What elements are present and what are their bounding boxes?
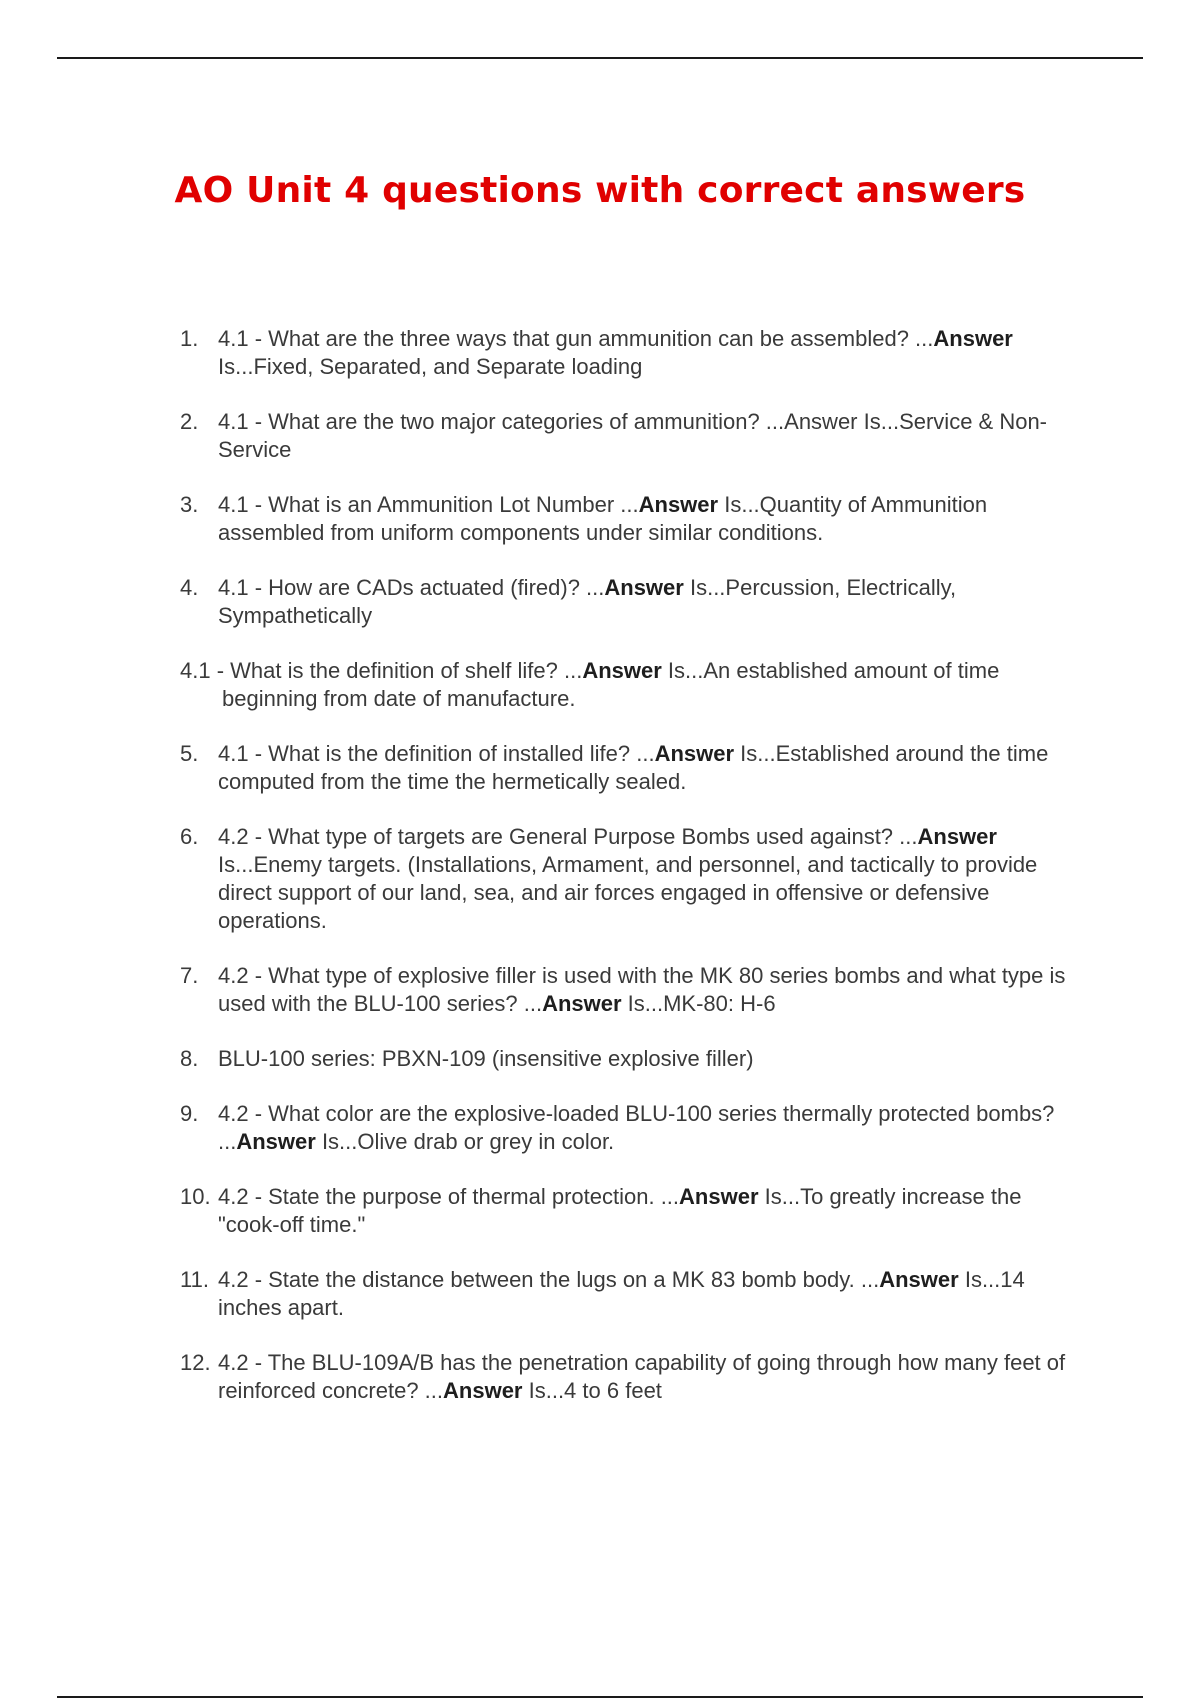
answer-label: Answer xyxy=(679,1184,759,1209)
answer-label: Answer xyxy=(604,575,684,600)
answer-text: Is...Quantity of Ammunition assembled from uniform components under similar conditions. xyxy=(218,492,988,545)
item-number: 3. xyxy=(180,492,199,517)
document-title: AO Unit 4 questions with correct answers xyxy=(174,170,1026,211)
answer-label: Answer xyxy=(879,1267,959,1292)
question-text: 4.1 - What are the two major categories of ammunition? ...Answer Is...Service & Non-Service xyxy=(218,409,1048,462)
item-number: 7. xyxy=(180,963,199,988)
question-text: 4.2 - What type of targets are General Purpose Bombs used against? ... xyxy=(218,824,918,849)
question-text: 4.1 - How are CADs actuated (fired)? ... xyxy=(218,575,605,600)
list-item xyxy=(180,1100,1085,1156)
list-item xyxy=(180,823,1085,935)
list-item xyxy=(180,1349,1085,1405)
item-number: 2. xyxy=(180,409,199,434)
answer-label: Answer xyxy=(654,741,735,766)
answer-text: Is...To greatly increase the "cook-off time." xyxy=(218,1184,1022,1237)
item-number: 12. xyxy=(180,1350,211,1375)
list-item xyxy=(180,1183,1085,1239)
item-number: 11. xyxy=(180,1267,209,1292)
list-item xyxy=(180,491,1085,547)
answer-label: Answer xyxy=(443,1378,523,1403)
item-number: 6. xyxy=(180,824,199,849)
item-text xyxy=(218,1349,1085,1405)
list-item xyxy=(180,325,1085,381)
list-item xyxy=(180,408,1085,464)
list-item xyxy=(180,1045,1085,1073)
bottom-rule xyxy=(57,1696,1143,1698)
question-text: 4.2 - The BLU-109A/B has the penetration capability of going through how many feet of reinforced concrete? ... xyxy=(218,1350,1066,1403)
question-text: 4.1 - What is an Ammunition Lot Number ... xyxy=(218,492,639,517)
item-number: 9. xyxy=(180,1101,199,1126)
item-number: 1. xyxy=(180,326,199,351)
item-text xyxy=(218,325,1085,381)
item-text xyxy=(218,1183,1085,1239)
item-text xyxy=(218,1100,1085,1156)
item-text xyxy=(218,574,1085,630)
question-text: BLU-100 series: PBXN-109 (insensitive explosive filler) xyxy=(218,1046,754,1071)
item-number: 5. xyxy=(180,741,199,766)
question-text: 4.2 - State the distance between the lugs on a MK 83 bomb body. ... xyxy=(218,1267,880,1292)
item-number: 10. xyxy=(180,1184,211,1209)
question-text: 4.1 - What is the definition of shelf life? ... xyxy=(180,658,583,683)
item-text xyxy=(180,657,1085,713)
item-text xyxy=(218,408,1085,464)
answer-text: Is...14 inches apart. xyxy=(218,1267,1025,1320)
item-text xyxy=(218,740,1085,796)
question-text: 4.2 - What color are the explosive-loaded BLU-100 series thermally protected bombs? ... xyxy=(218,1101,1055,1154)
answer-text: Is...Established around the time computed from the time the hermetically sealed. xyxy=(218,741,1049,794)
answer-text: Is...MK-80: H-6 xyxy=(621,991,776,1016)
top-rule xyxy=(57,57,1143,59)
list-item xyxy=(180,574,1085,630)
item-text xyxy=(218,1045,1085,1073)
answer-label: Answer xyxy=(582,658,662,683)
item-number: 8. xyxy=(180,1046,199,1071)
item-text xyxy=(218,491,1085,547)
answer-label: Answer xyxy=(638,492,719,517)
list-item xyxy=(180,1266,1085,1322)
question-text: 4.1 - What is the definition of installed life? ... xyxy=(218,741,655,766)
answer-label: Answer xyxy=(542,991,622,1016)
question-text: 4.1 - What are the three ways that gun ammunition can be assembled? ... xyxy=(218,326,934,351)
answer-text: Is...Percussion, Electrically, Sympathetically xyxy=(218,575,957,628)
item-text xyxy=(218,823,1085,935)
list-item xyxy=(180,740,1085,796)
question-list xyxy=(180,325,1085,1432)
list-item xyxy=(180,657,1085,713)
answer-text: Is...An established amount of time beginning from date of manufacture. xyxy=(222,658,1000,711)
item-number: 4. xyxy=(180,575,199,600)
question-text: 4.2 - What type of explosive filler is used with the MK 80 series bombs and what type is used with the BLU-100 series? ... xyxy=(218,963,1066,1016)
question-text: 4.2 - State the purpose of thermal protection. ... xyxy=(218,1184,680,1209)
answer-text: Is...Fixed, Separated, and Separate loading xyxy=(218,354,643,379)
answer-text: Is...Enemy targets. (Installations, Armament, and personnel, and tactically to provide direct support of our land, sea, and air forces engaged in offensive or defensive operations. xyxy=(218,852,1038,933)
answer-text: Is...Olive drab or grey in color. xyxy=(315,1129,615,1154)
answer-label: Answer xyxy=(917,824,997,849)
item-text xyxy=(218,962,1085,1018)
item-text xyxy=(218,1266,1085,1322)
list-item xyxy=(180,962,1085,1018)
answer-label: Answer xyxy=(236,1129,316,1154)
answer-text: Is...4 to 6 feet xyxy=(522,1378,662,1403)
answer-label: Answer xyxy=(933,326,1013,351)
